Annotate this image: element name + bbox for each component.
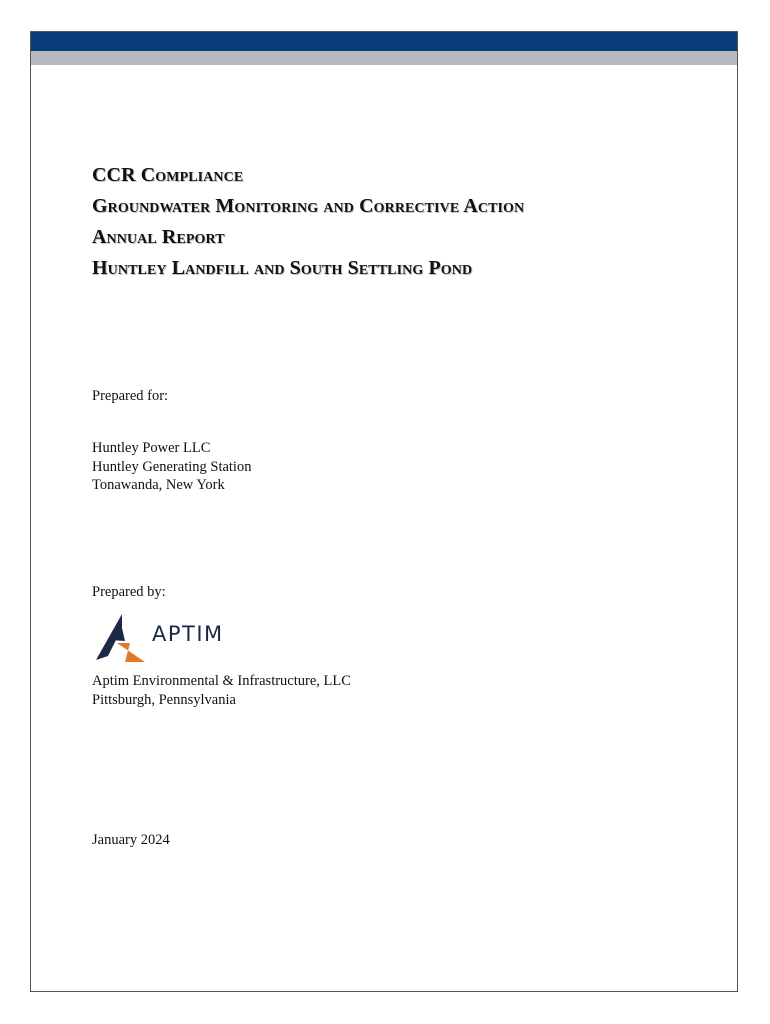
client-name: Huntley Power LLC (92, 440, 211, 456)
client-address-block (92, 439, 251, 495)
title-line-3: Annual Report (92, 226, 225, 248)
title-line-4: Huntley Landfill and South Settling Pond (92, 257, 473, 279)
title-line-1: CCR Compliance (92, 164, 244, 186)
prepared-by-label: Prepared by: (92, 584, 166, 600)
report-date: January 2024 (92, 832, 170, 848)
aptim-logo (95, 612, 235, 662)
aptim-logo-icon (95, 612, 151, 662)
header-blue-band (31, 32, 737, 51)
client-facility: Huntley Generating Station (92, 458, 252, 475)
report-cover-page (30, 31, 738, 992)
title-line-2: Groundwater Monitoring and Corrective Action (92, 195, 525, 217)
report-title (92, 160, 712, 284)
aptim-wordmark: APTIM (152, 622, 224, 646)
prepared-for-label: Prepared for: (92, 388, 169, 404)
header-gray-band (31, 51, 737, 65)
contractor-location: Pittsburgh, Pennsylvania (92, 691, 236, 708)
client-location: Tonawanda, New York (92, 477, 225, 493)
contractor-address-block (92, 672, 351, 709)
contractor-name: Aptim Environmental & Infrastructure, LLC (92, 673, 351, 689)
